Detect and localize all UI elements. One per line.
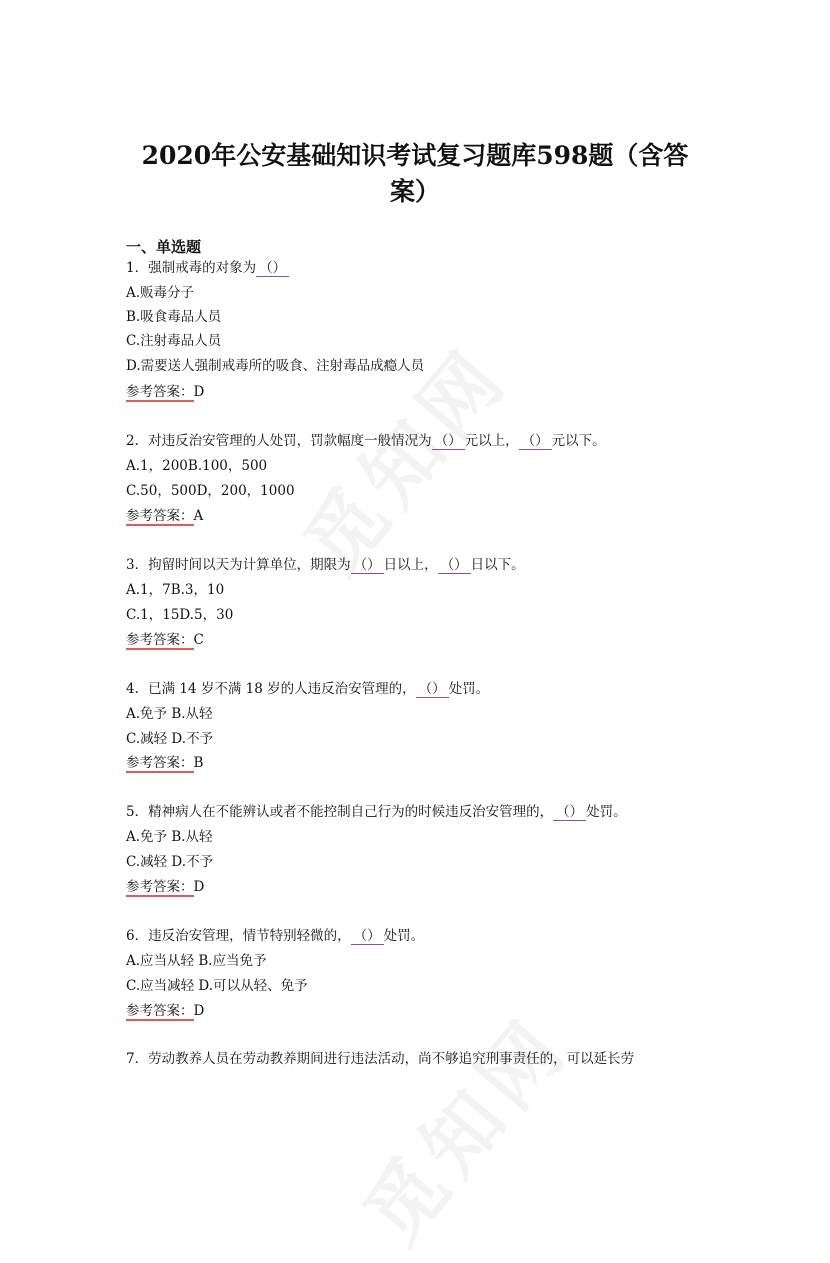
answer-blank: （） (553, 805, 586, 821)
option: C.1，15D.5，30 (126, 607, 234, 623)
answer-line (126, 878, 204, 896)
title-line-2: 案） (389, 177, 440, 206)
answer-label: 参考答案： (126, 632, 194, 648)
answer-blank: （） (351, 929, 384, 945)
answer-line (126, 631, 204, 649)
option: D.需要送人强制戒毒所的吸食、注射毒品成瘾人员 (126, 358, 425, 374)
option: C.注射毒品人员 (126, 333, 222, 349)
answer-line (126, 507, 203, 525)
answer-line (126, 383, 204, 401)
option: A.1，200B.100，500 (126, 458, 268, 474)
document-title (120, 138, 710, 210)
answer-label: 参考答案： (126, 879, 194, 895)
answer-value: D (193, 1003, 205, 1019)
answer-blank: （） (519, 434, 552, 450)
question-stem: 1．强制戒毒的对象为 （） (126, 259, 289, 277)
title-line-1: 2020年公安基础知识考试复习题库598题（含答 (141, 141, 689, 170)
option: A.贩毒分子 (126, 285, 195, 301)
answer-blank: （） (256, 261, 289, 277)
answer-line (126, 754, 203, 772)
answer-value: C (193, 632, 204, 648)
answer-value: D (193, 879, 205, 895)
option: A.1，7B.3，10 (126, 582, 225, 598)
question-stem: 4．已满 14 岁不满 18 岁的人违反治安管理的， （） 处罚。 (126, 681, 490, 697)
option: A.免予 B.从轻 (126, 706, 213, 722)
answer-blank: （） (438, 558, 471, 574)
answer-value: A (193, 508, 204, 524)
answer-value: B (193, 755, 204, 771)
question-stem: 2．对违反治安管理的人处罚，罚款幅度一般情况为 （） 元以上， （） 元以下。 (126, 433, 606, 449)
question-stem: 5．精神病人在不能辨认或者不能控制自己行为的时候违反治安管理的， （） 处罚。 (126, 804, 627, 820)
answer-label: 参考答案： (126, 755, 194, 771)
answer-blank: （） (351, 558, 384, 574)
option: C.应当减轻 D.可以从轻、免予 (126, 978, 308, 994)
option: A.应当从轻 B.应当免予 (126, 953, 267, 969)
answer-value: D (193, 384, 205, 400)
answer-label: 参考答案： (126, 384, 194, 400)
option: A.免予 B.从轻 (126, 829, 213, 845)
question-stem: 3．拘留时间以天为计算单位，期限为 （） 日以上， （） 日以下。 (126, 557, 525, 573)
option: C.减轻 D.不予 (126, 731, 214, 747)
option: C.50，500D，200，1000 (126, 483, 295, 499)
question-stem: 7．劳动教养人员在劳动教养期间进行违法活动，尚不够追究刑事责任的，可以延长劳 (126, 1051, 635, 1067)
option: C.减轻 D.不予 (126, 854, 214, 870)
question-stem: 6．违反治安管理，情节特别轻微的， （） 处罚。 (126, 928, 425, 944)
answer-blank: （） (416, 682, 449, 698)
option: B.吸食毒品人员 (126, 309, 222, 325)
watermark (334, 989, 590, 1263)
answer-label: 参考答案： (126, 1003, 194, 1019)
answer-blank: （） (432, 434, 465, 450)
answer-line (126, 1002, 204, 1020)
section-heading: 一、单选题 (126, 238, 202, 256)
answer-label: 参考答案： (126, 508, 194, 524)
